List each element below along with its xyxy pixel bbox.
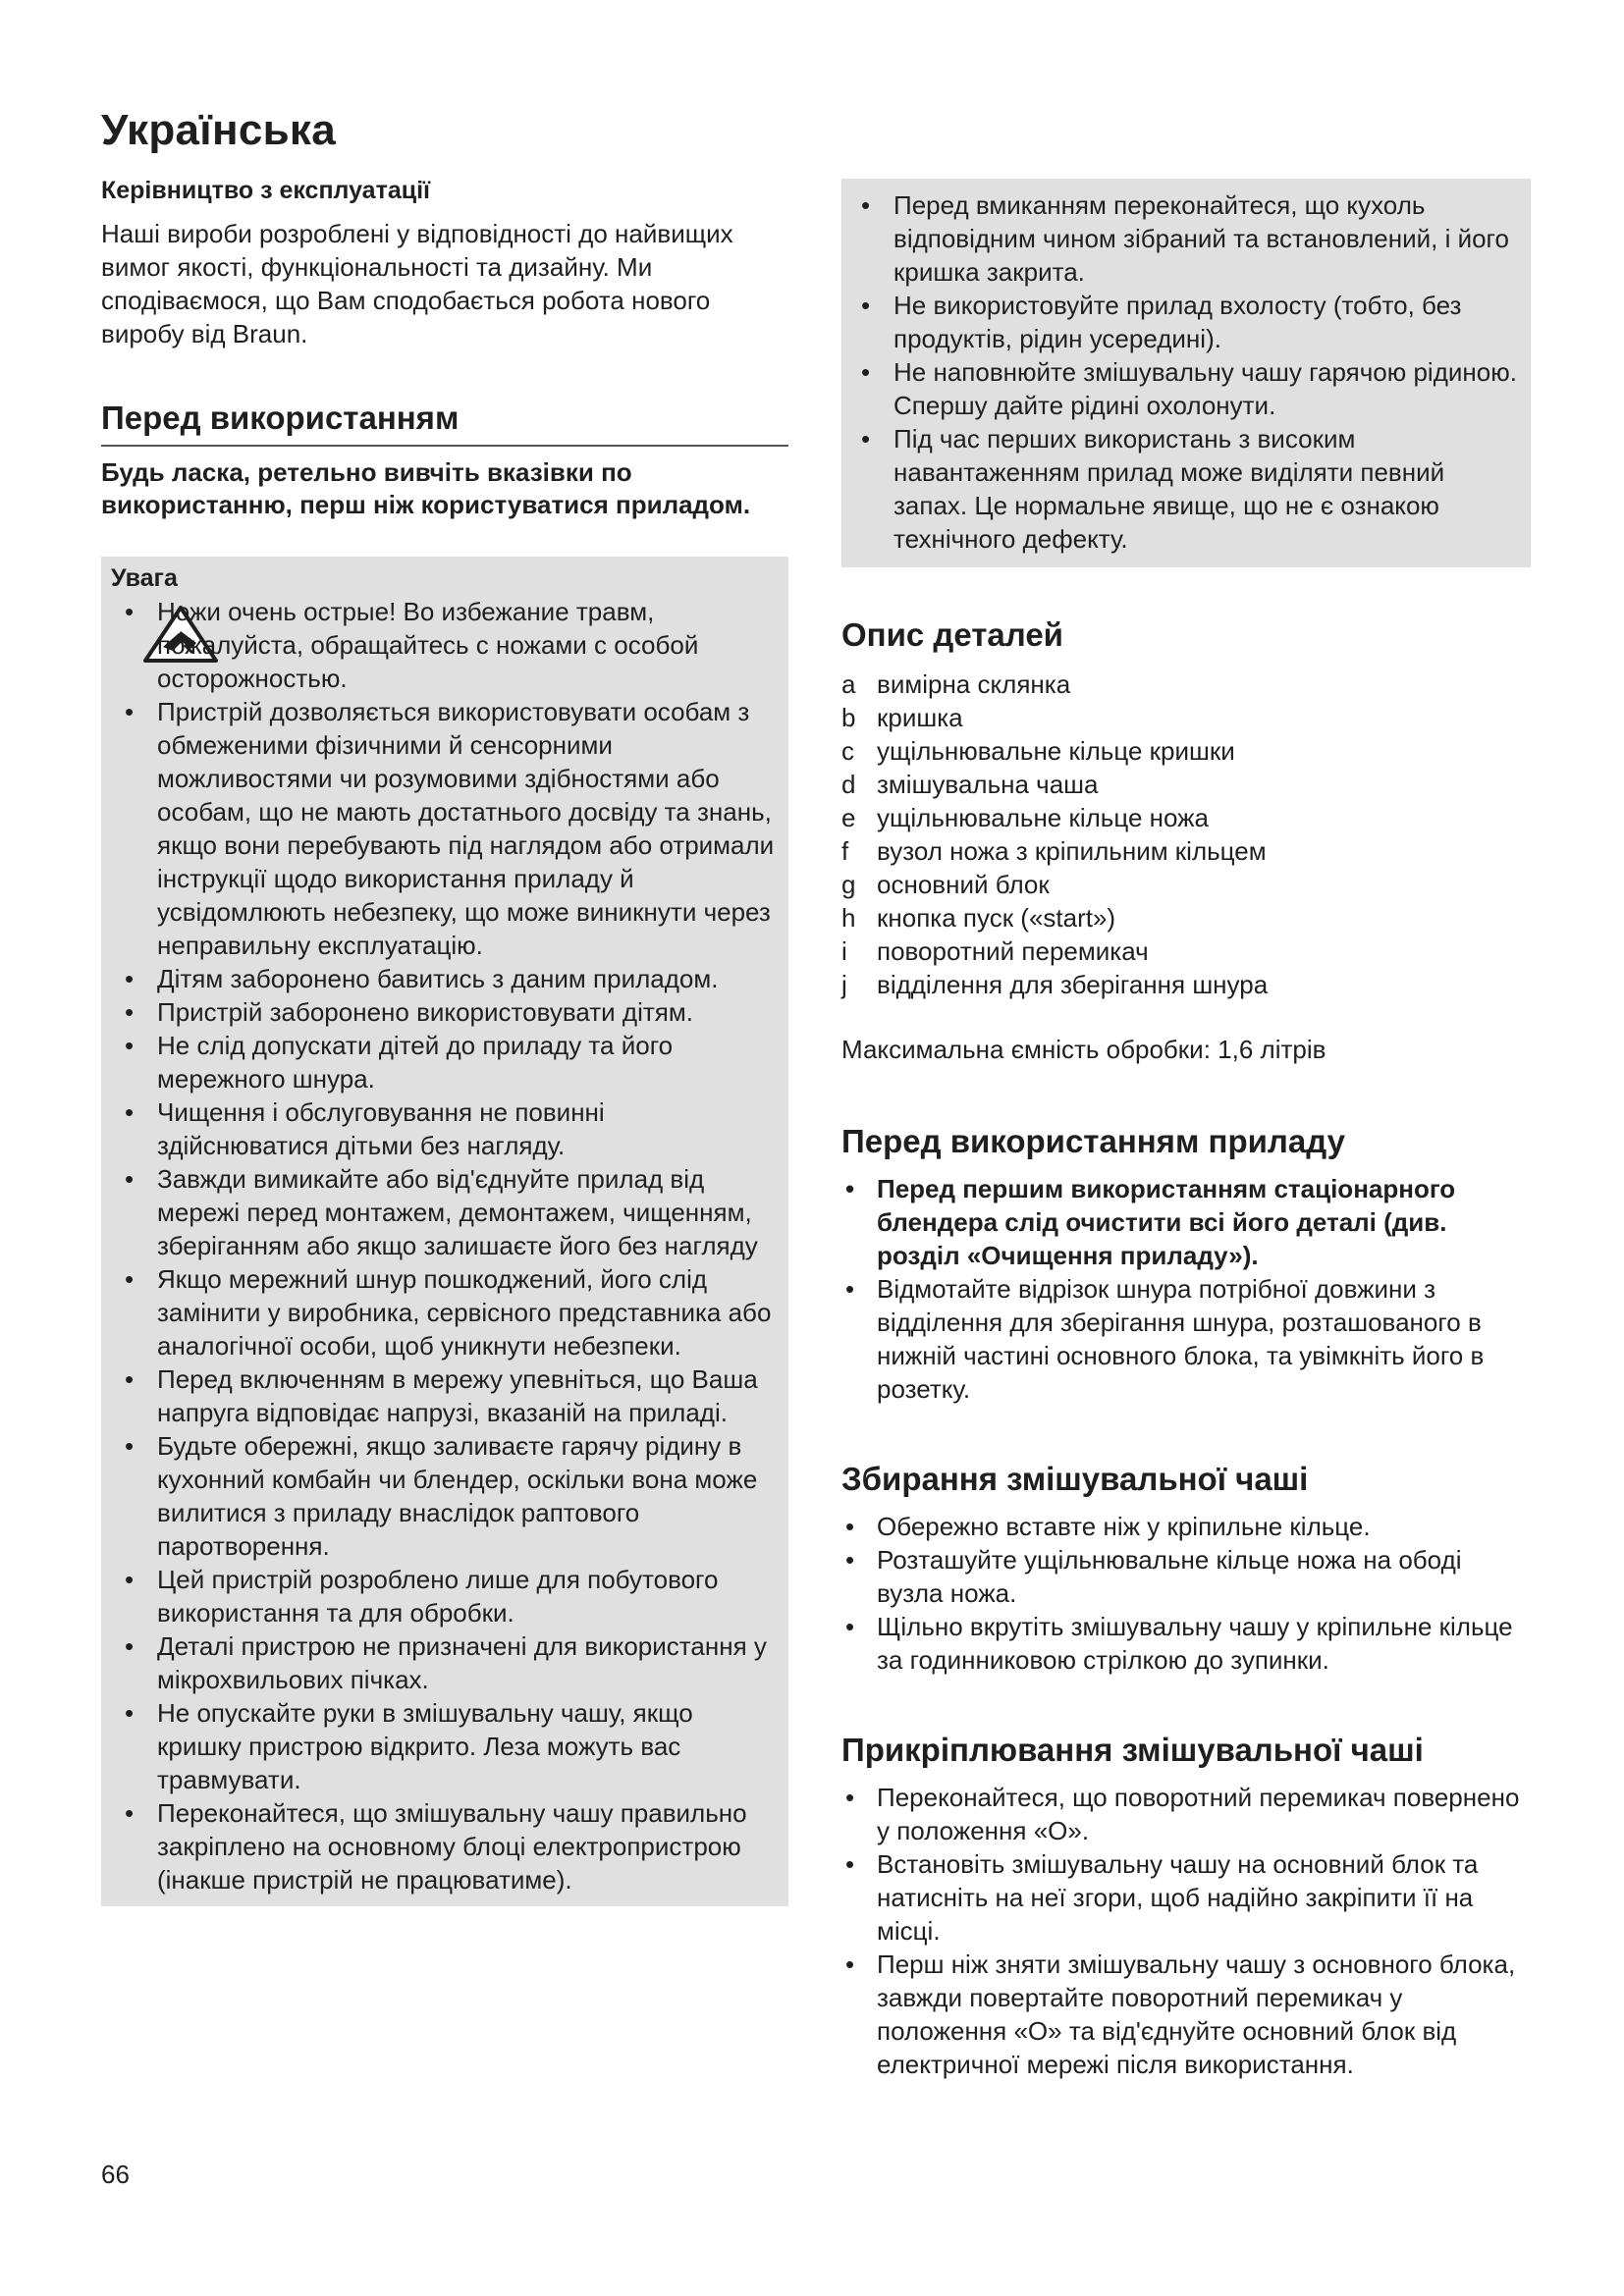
before-first-use-list [841, 1172, 1531, 1406]
warning-box [101, 557, 788, 1906]
parts-item-label: кнопка пуск («start») [877, 903, 1116, 933]
parts-item-label: відділення для зберігання шнура [877, 970, 1269, 999]
parts-item [841, 868, 1531, 901]
warning-continued-item: • Під час перших використань з високим навантаженням прилад може виділяти певний запах. Це нормальне явище, що не є ознакою технічного дефекту. [847, 422, 1521, 556]
parts-item-label: ущільнювальне кільце ножа [877, 803, 1210, 832]
warning-continued-item: • Перед вмиканням переконайтеся, що кухоль відповідним чином зібраний та встановлений, і його кришка закрита. [847, 188, 1521, 289]
left-column [101, 177, 788, 1906]
before-use-note: Будь ласка, ретельно вивчіть вказівки по використанню, перш ніж користуватися приладом. [101, 457, 751, 519]
before-first-use-title: Перед використанням приладу [841, 1123, 1345, 1159]
parts-item [841, 968, 1531, 1001]
parts-item-key: g [841, 870, 856, 899]
parts-item-label: поворотний перемикач [877, 936, 1149, 966]
warning-item: • Будьте обережні, якщо заливаєте гарячу рідину в кухонний комбайн чи блендер, оскільки вона може вилитися з приладу внаслідок раптового паротворення. [111, 1429, 779, 1563]
parts-item-label: ущільнювальне кільце кришки [877, 736, 1235, 766]
page-number: 66 [101, 2160, 130, 2189]
parts-item-key: b [841, 703, 856, 732]
parts-item-label: змішувальна чаша [877, 770, 1099, 799]
before-first-use-item: • Перед першим використанням стаціонарного блендера слід очистити всі його деталі (див. розділ «Очищення приладу»). [841, 1172, 1531, 1272]
parts-item-key: e [841, 803, 856, 832]
warning-item-text: • Ножи очень острые! Во избежание травм, пожалуйста, обращайтесь с ножами с особой осторожностью. [157, 597, 699, 693]
parts-item-key: j [841, 970, 847, 999]
parts-item [841, 801, 1531, 834]
before-use-heading-rule [101, 400, 788, 447]
warning-item: • Завжди вимикайте або від'єднуйте прилад від мережі перед монтажем, демонтажем, чищенням, зберіганням або якщо залишаєте його без нагляду [111, 1162, 779, 1262]
warning-list [111, 595, 779, 1896]
warning-item: • Не опускайте руки в змішувальну чашу, якщо кришку пристрою відкрито. Леза можуть вас травмувати. [111, 1696, 779, 1796]
parts-item-key: f [841, 836, 849, 866]
assembly-item: • Щільно вкрутіть змішувальну чашу у кріпильне кільце за годинниковою стрілкою до зупинки. [841, 1610, 1531, 1677]
warning-continued-item: • Не наповнюйте змішувальну чашу гарячою рідиною. Спершу дайте рідині охолонути. [847, 355, 1521, 422]
attaching-item: • Переконайтеся, що поворотний перемикач повернено у положення «O». [841, 1781, 1531, 1847]
parts-item [841, 667, 1531, 701]
warning-item: • Пристрій заборонено використовувати дітям. [111, 995, 779, 1029]
parts-item-key: h [841, 903, 856, 933]
parts-item-key: c [841, 736, 854, 766]
warning-item: • Деталі пристрою не призначені для використання у мікрохвильових пічках. [111, 1629, 779, 1696]
capacity-note: Максимальна ємність обробки: 1,6 літрів [841, 1035, 1326, 1064]
assembly-list [841, 1510, 1531, 1677]
parts-item-key: d [841, 770, 856, 799]
warning-item: • Дітям заборонено бавитись з даним приладом. [111, 962, 779, 995]
warning-item: • Чищення і обслуговування не повинні здійснюватися дітьми без нагляду. [111, 1095, 779, 1162]
parts-item-key: i [841, 936, 847, 966]
warning-title: Увага [111, 564, 178, 592]
parts-item-label: основний блок [877, 870, 1050, 899]
warning-item: • Не слід допускати дітей до приладу та його мережного шнура. [111, 1029, 779, 1095]
before-use-title: Перед використанням [101, 400, 460, 436]
parts-item [841, 834, 1531, 868]
intro-paragraph: Наші вироби розроблені у відповідності до найвищих вимог якості, функціональності та дизайну. Ми сподіваємося, що Вам сподобається робота нового виробу від Braun. [101, 219, 733, 348]
warning-item [111, 595, 779, 695]
before-first-use-item: • Відмотайте відрізок шнура потрібної довжини з відділення для зберігання шнура, розташованого в нижній частині основного блока, та увімкніть його в розетку. [841, 1272, 1531, 1406]
warning-item: • Пристрій дозволяється використовувати особам з обмеженими фізичними й сенсорними можливостями чи розумовими здібностями або особам, що не мають достатнього досвіду та знань, якщо вони перебувають під наглядом або отримали інструкції щодо використання приладу й усвідомлюють небезпеку, що може виникнути через неправильну експлуатацію. [111, 695, 779, 962]
parts-item [841, 768, 1531, 801]
attaching-item: • Перш ніж зняти змішувальну чашу з основного блока, завжди повертайте поворотний перемикач у положення «O» та від'єднуйте основний блок від електричної мережі після використання. [841, 1948, 1531, 2081]
warning-item: • Перед включенням в мережу упевніться, що Ваша напруга відповідає напрузі, вказаній на приладі. [111, 1362, 779, 1429]
page-title: Українська [101, 106, 337, 154]
assembly-title: Збирання змішувальної чаші [841, 1461, 1309, 1497]
manual-title: Керівництво з експлуатації [101, 177, 431, 204]
assembly-item: • Обережно вставте ніж у кріпильне кільце. [841, 1510, 1531, 1543]
parts-item-key: a [841, 669, 856, 699]
parts-item-label: вузол ножа з кріпильним кільцем [877, 836, 1267, 866]
parts-item-label: кришка [877, 703, 963, 732]
warning-item: • Цей пристрій розроблено лише для побутового використання та для обробки. [111, 1563, 779, 1629]
warning-item: • Якщо мережний шнур пошкоджений, його слід замінити у виробника, сервісного представника або аналогічної особи, щоб уникнути небезпеки. [111, 1262, 779, 1362]
parts-item [841, 934, 1531, 968]
attaching-list [841, 1781, 1531, 2081]
warning-continued-list [847, 188, 1521, 556]
attaching-item: • Встановіть змішувальну чашу на основний блок та натисніть на неї згори, щоб надійно закріпити її на місці. [841, 1847, 1531, 1948]
assembly-item: • Розташуйте ущільнювальне кільце ножа на ободі вузла ножа. [841, 1543, 1531, 1610]
parts-item [841, 734, 1531, 768]
parts-item [841, 701, 1531, 734]
warning-item: • Переконайтеся, що змішувальну чашу правильно закріплено на основному блоці електропристрою (інакше пристрій не працюватиме). [111, 1796, 779, 1896]
parts-item-label: вимірна склянка [877, 669, 1071, 699]
parts-title: Опис деталей [841, 616, 1063, 653]
warning-continued-box [841, 179, 1531, 567]
attaching-title: Прикріплювання змішувальної чаші [841, 1732, 1424, 1768]
parts-list [841, 667, 1531, 1001]
right-column [841, 179, 1531, 2081]
warning-continued-item: • Не використовуйте прилад вхолосту (тобто, без продуктів, рідин усередині). [847, 289, 1521, 355]
parts-item [841, 901, 1531, 934]
